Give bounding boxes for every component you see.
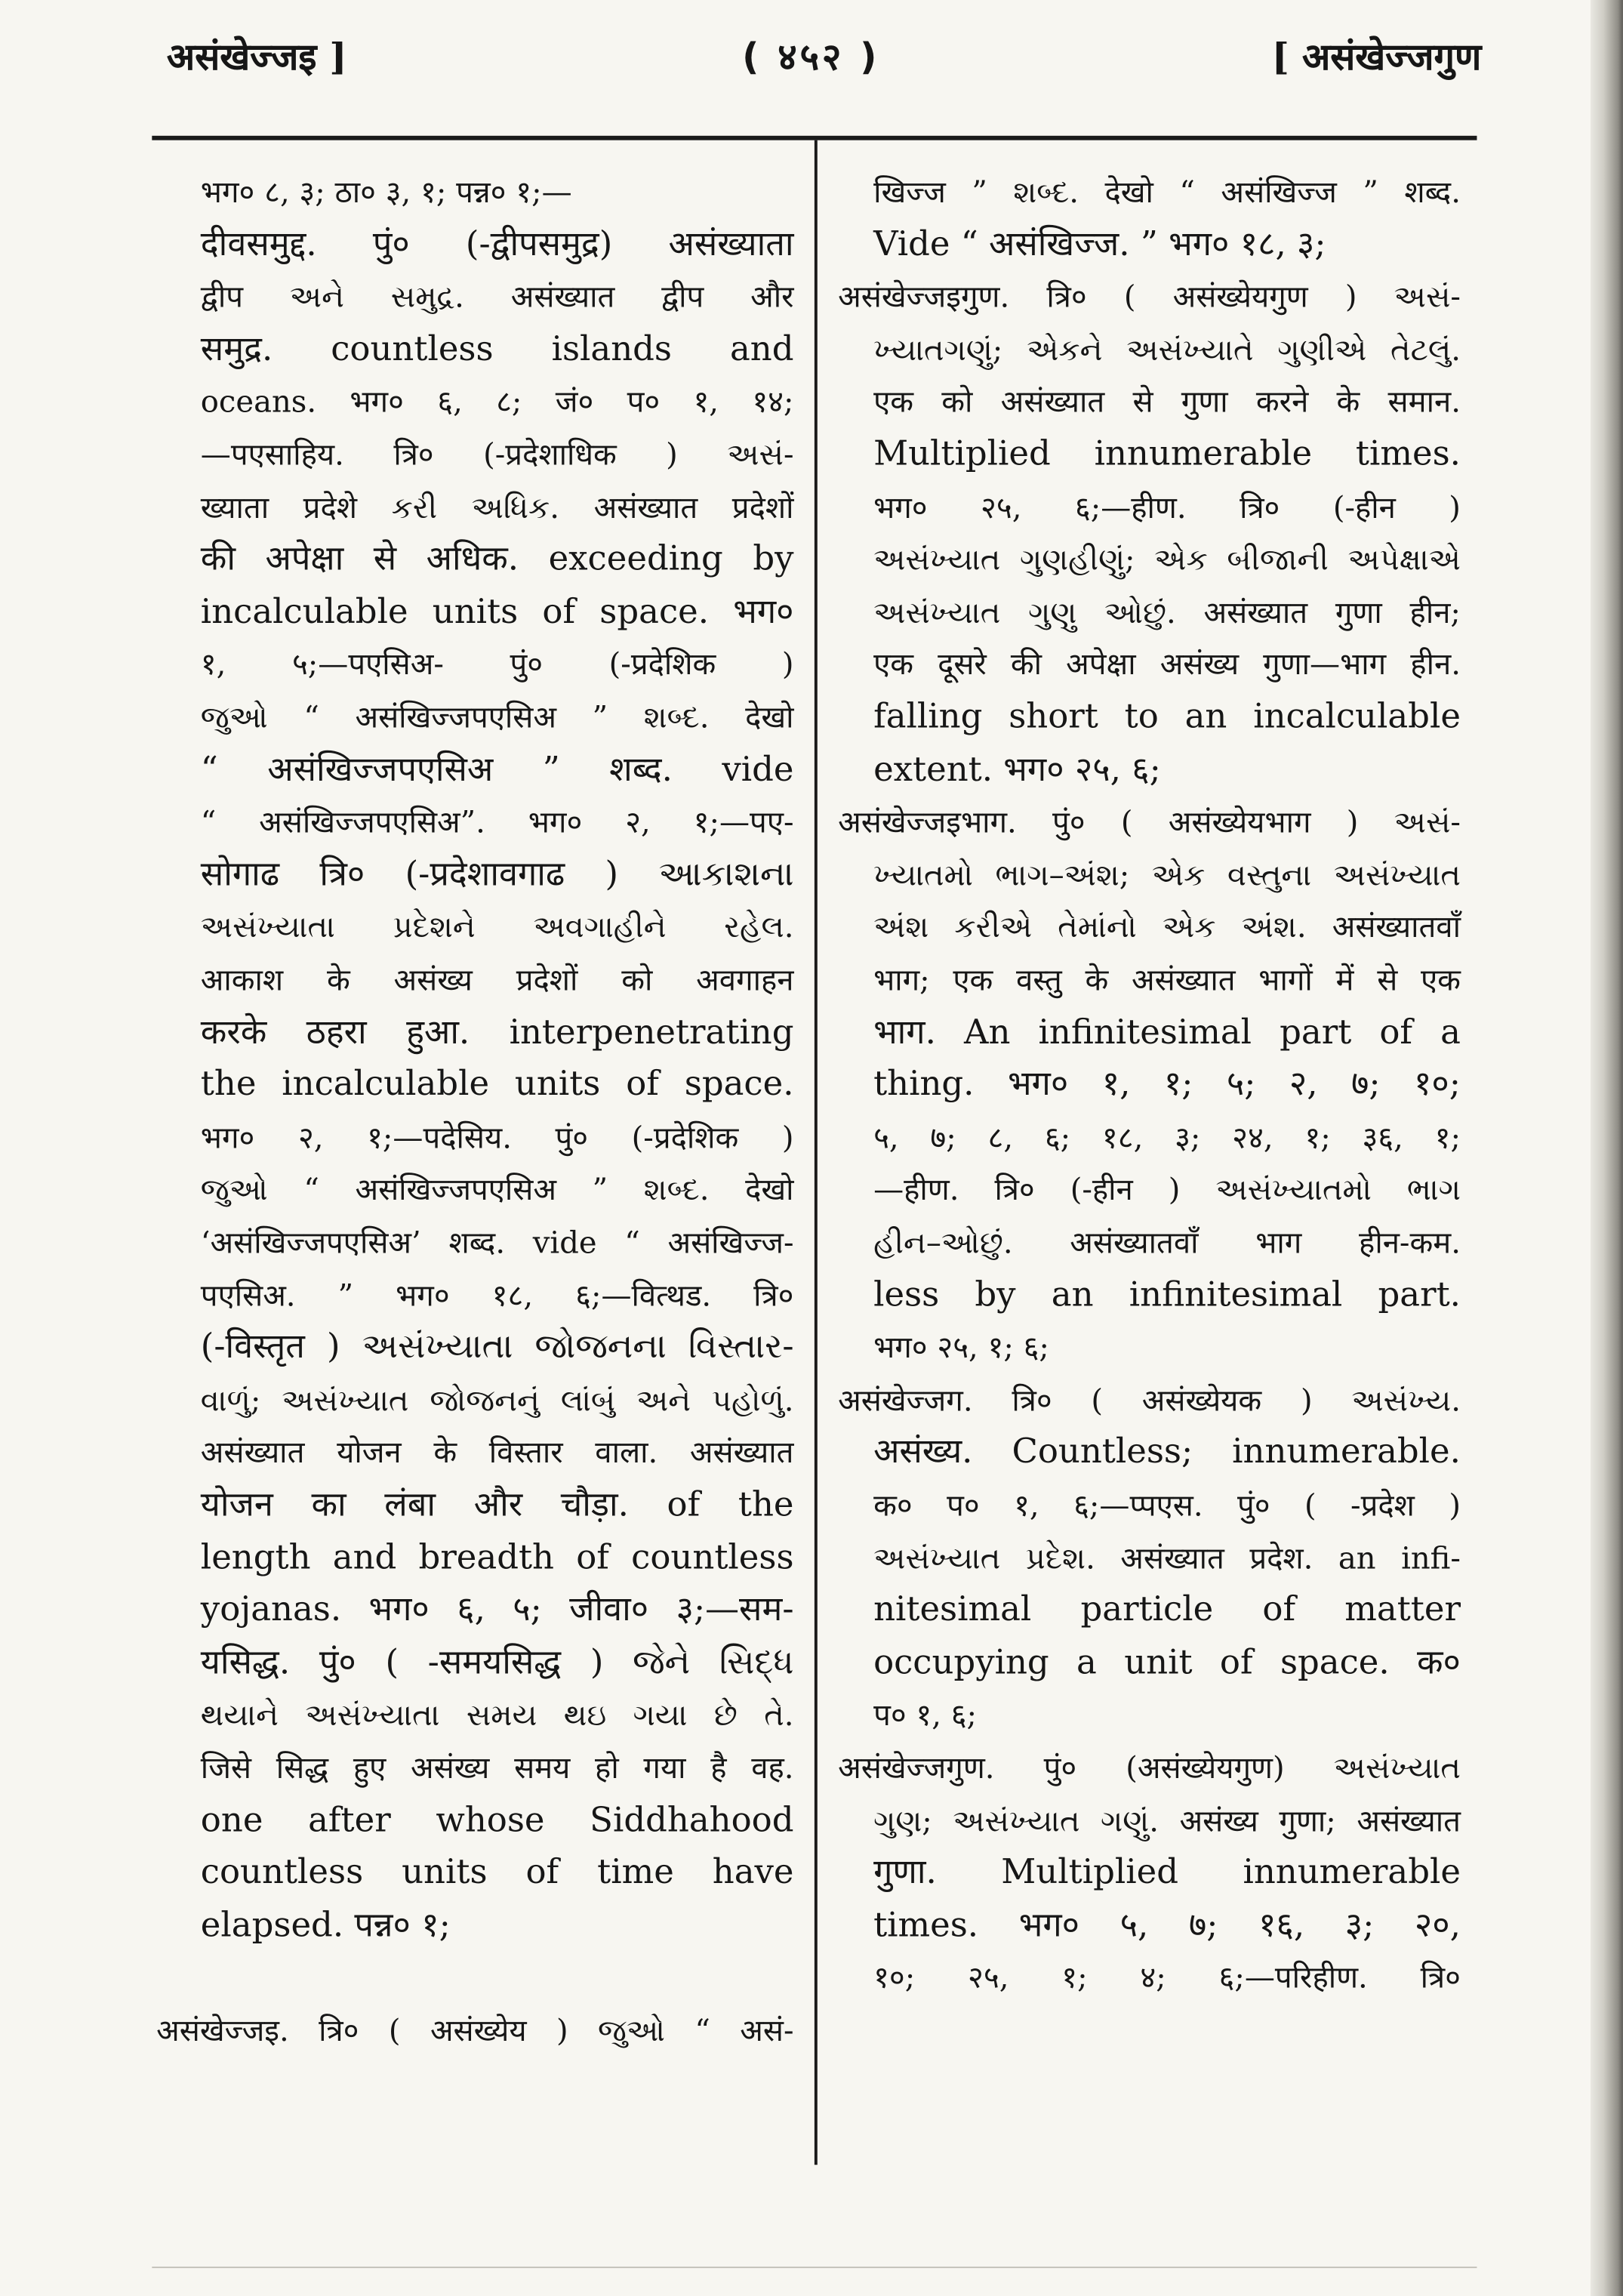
- text-line: occupying a unit of space. क०: [873, 1643, 1461, 1682]
- text-line: करके ठहरा हुआ. interpenetrating: [200, 1012, 794, 1052]
- text-line: Multiplied innumerable times.: [873, 435, 1461, 474]
- text-line: गुणा. Multiplied innumerable: [873, 1854, 1461, 1893]
- text-line: હીન–ઓછું. असंख्यातवाँ भाग हीन-कम.: [873, 1225, 1461, 1261]
- text-line: one after whose Siddhahood: [200, 1801, 794, 1840]
- text-line: “ असंखिज्जपएसिअ”. भग० २, १;—पए-: [200, 804, 794, 840]
- text-line: અસંખ્યાતા પ્રદેશને અવગાહીને રહેલ.: [200, 909, 794, 945]
- text-line: (-विस्तृत ) અસંખ્યાતા જોજનના વિસ્તાર-: [200, 1328, 794, 1367]
- text-line: द्वीप અને સમુદ્ર. असंख्यात द्वीप और: [200, 279, 794, 315]
- bottom-edge-line: [152, 2267, 1477, 2268]
- text-line: અસંખ્યાત ગુણુ ઓછું. असंख्यात गुणा हीन;: [873, 594, 1461, 630]
- text-line: प० १, ६;: [873, 1697, 978, 1734]
- entry-headword-line: असंखेज्जइ. त्रि० ( असंख्येय ) જુઓ “ असं-: [156, 2012, 794, 2048]
- text-line: ખ્યાતમો ભાગ–અંશ; એક વસ્તુના અસંખ્યાત: [873, 857, 1461, 893]
- header-right-guide-word: [ असंखेज्जगुण: [1271, 35, 1482, 79]
- text-line: —पएसाहिय. त्रि० (-प्रदेशाधिक ) અસં-: [200, 436, 794, 473]
- text-line: thing. भग० १, १; ५; २, ७; १०;: [873, 1065, 1461, 1105]
- text-line: जिसे सिद्ध हुए असंख्य समय हो गया है वह.: [200, 1750, 794, 1786]
- text-line: —हीण. त्रि० (-हीन ) અસંખ્યાતમો ભાગ: [873, 1172, 1461, 1208]
- page-number: ( ४५२ ): [742, 35, 880, 79]
- page-binding-edge: [1591, 0, 1623, 2296]
- text-line: भग० २५, १; ६;: [873, 1330, 1049, 1366]
- text-line: की अपेक्षा से अधिक. exceeding by: [200, 540, 794, 579]
- text-line: જુઓ “ असंखिज्जपएसिअ ” શબ્દ. देखो: [200, 1172, 794, 1208]
- text-line: ‘असंखिज्जपएसिअ’ शब्द. vide “ असंखिज्ज-: [200, 1225, 794, 1261]
- text-line: less by an infinitesimal part.: [873, 1275, 1461, 1314]
- header-left-guide-word: असंखेज्जइ ]: [166, 35, 347, 79]
- text-line: extent. भग० २५, ६;: [873, 750, 1161, 789]
- text-line: भग० २५, ६;—हीण. त्रि० (-हीन ): [873, 489, 1461, 525]
- text-line: समुद्र. countless islands and: [200, 330, 794, 369]
- column-divider: [815, 140, 818, 2165]
- text-line: योजन का लंबा और चौड़ा. of the: [200, 1486, 794, 1524]
- text-line: पएसिअ. ” भग० १८, ६;—वित्थड. त्रि०: [200, 1277, 794, 1313]
- text-line: થયાને અસંખ્યાતા સમય થઇ ગયા છે તે.: [200, 1697, 794, 1734]
- text-line: असंख्यात योजन के विस्तार वाला. असंख्यात: [200, 1435, 794, 1471]
- text-line: nitesimal particle of matter: [873, 1591, 1461, 1630]
- text-line: ગુણ; અસંખ્યાત ગણું. असंख्य गुणा; असंख्यात: [873, 1802, 1461, 1838]
- text-line: incalculable units of space. भग०: [200, 593, 794, 632]
- text-line: भाग; एक वस्तु के असंख्यात भागों में से एक: [873, 962, 1461, 998]
- text-line: यसिद्ध. पुं० ( -समयसिद्ध ) જેને સિદ્ધ: [200, 1643, 794, 1682]
- text-line: અંશ કરીએ તેમાંનો એક અંશ. असंख्यातवाँ: [873, 909, 1461, 945]
- text-line: ખ્યાતગણું; એકને અસંખ્યાતે ગુણીએ તેટલું.: [873, 331, 1461, 368]
- text-line: दीवसमुद्द. पुं० (-द्वीपसमुद्र) असंख्याता: [200, 225, 794, 264]
- text-line: times. भग० ५, ७; १६, ३; २०,: [873, 1906, 1461, 1945]
- text-line: भग० २, १;—पदेसिय. पुं० (-प्रदेशिक ): [200, 1120, 794, 1155]
- text-line: ५, ७; ८, ६; १८, ३; २४, १; ३६, १;: [873, 1120, 1461, 1155]
- text-line: असंख्य. Countless; innumerable.: [873, 1433, 1461, 1472]
- entry-headword-line: असंखेज्जइभाग. पुं० ( असंख्येयभाग ) અસં-: [838, 804, 1461, 840]
- text-line: the incalculable units of space.: [200, 1065, 794, 1105]
- text-line: क० प० १, ६;—प्पएस. पुं० ( -प्रदेश ): [873, 1487, 1461, 1524]
- text-line: सोगाढ त्रि० (-प्रदेशावगाढ ) આકાશના: [200, 855, 794, 895]
- text-line: आकाश के असंख्य प्रदेशों को अवगाहन: [200, 962, 794, 998]
- text-line: खिज्ज ” શબ્દ. देखो “ असंखिज्ज ” शब्द.: [873, 174, 1461, 210]
- text-line: एक को असंख्यात से गुणा करने के समान.: [873, 384, 1461, 420]
- text-line: Vide “ असंखिज्ज. ” भग० १८, ३;: [873, 225, 1326, 264]
- text-line: countless units of time have: [200, 1854, 794, 1893]
- text-line: भग० ८, ३; ठा० ३, १; पन्न० १;—: [200, 174, 572, 210]
- text-line: અસંખ્યાત ગુણહીણું; એક બીજાની અપેક્ષાએ: [873, 541, 1461, 578]
- text-line: વાળું; અસંખ્યાત જોજનનું લાંબું અને પહોળું.: [200, 1382, 794, 1418]
- text-line: elapsed. पन्न० १;: [200, 1906, 451, 1945]
- text-line: length and breadth of countless: [200, 1538, 794, 1577]
- text-line: [156, 1955, 793, 2002]
- entry-headword-line: असंखेज्जग. त्रि० ( असंख्येयक ) અસંખ્ય.: [838, 1382, 1461, 1418]
- text-line: જુઓ “ असंखिज्जपएसिअ ” શબ્દ. देखो: [200, 699, 794, 735]
- text-line: falling short to an incalculable: [873, 698, 1461, 737]
- text-line: १०; २५, १; ४; ६;—परिहीण. त्रि०: [873, 1960, 1461, 1996]
- text-line: भाग. An infinitesimal part of a: [873, 1012, 1461, 1052]
- text-line: અસંખ્યાત પ્રદેશ. असंख्यात प्रदेश. an infi-: [873, 1539, 1461, 1576]
- text-line: एक दूसरे की अपेक्षा असंख्य गुणा—भाग हीन.: [873, 646, 1461, 683]
- text-line: yojanas. भग० ६, ५; जीवा० ३;—सम-: [200, 1591, 794, 1630]
- entry-headword-line: असंखेज्जइगुण. त्रि० ( असंख्येयगुण ) અસં-: [838, 279, 1461, 315]
- entry-headword-line: असंखेज्जगुण. पुं० (असंख्येयगुण) અસંખ્યાત: [838, 1750, 1461, 1786]
- text-line: “ असंखिज्जपएसिअ ” शब्द. vide: [200, 750, 794, 789]
- text-line: १, ५;—पएसिअ- पुं० (-प्रदेशिक ): [200, 646, 794, 683]
- text-line: oceans. भग० ६, ८; जं० प० १, १४;: [200, 384, 794, 420]
- text-line: ख्याता प्रदेशे કરી અધિક. असंख्यात प्रदेशों: [200, 489, 794, 525]
